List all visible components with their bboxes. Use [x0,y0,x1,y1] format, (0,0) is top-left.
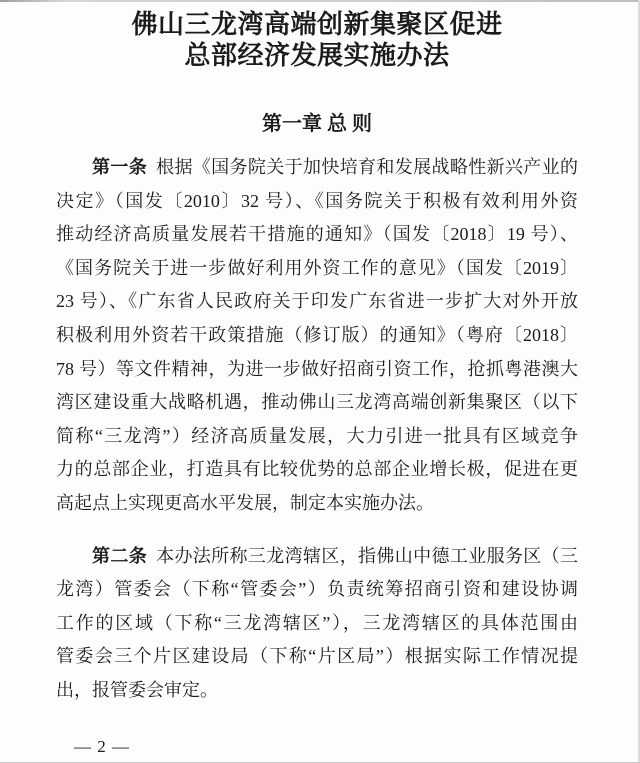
article-1-line: 78 号）等文件精神，为进一步做好招商引资工作，抢抓粤港澳大 [56,358,578,379]
document-title [56,9,578,71]
chapter-heading: 第一章 总 则 [262,113,372,135]
article-2-line: 工作的区域（下称“三龙湾辖区”），三龙湾辖区的具体范围由 [56,612,578,633]
article-1-line: 《国务院关于进一步做好利用外资工作的意见》（国发〔2019〕 [56,257,578,278]
article-1-line: 23 号）、《广东省人民政府关于印发广东省进一步扩大对外开放 [56,291,578,312]
scan-edge-top [0,0,640,2]
article-1-line: 力的总部企业，打造具有比较优势的总部企业增长极，促进在更 [56,459,578,480]
article-1-line [56,151,578,185]
article-2-label: 第二条 [92,545,148,566]
article-1-line: 推动经济高质量发展若干措施的通知》（国发〔2018〕19 号）、 [56,224,578,245]
article-2-line: 出，报管委会审定。 [56,679,218,700]
article-1-text: 根据《国务院关于加快培育和发展战略性新兴产业的 [156,157,579,177]
article-2-line: 龙湾）管委会（下称“管委会”）负责统筹招商引资和建设协调 [56,579,578,600]
page-number: — 2 — [74,737,130,756]
article-2-text: 本办法所称三龙湾辖区，指佛山中德工业服务区（三 [156,545,579,566]
article-1-line: 积极利用外资若干政策措施（修订版）的通知》（粤府〔2018〕 [56,324,578,345]
article-1 [56,151,578,521]
article-1-line: 决定》（国发〔2010〕32 号）、《国务院关于积极有效利用外资 [56,190,578,211]
article-1-line: 简称“三龙湾”）经济高质量发展，大力引进一批具有区域竞争 [56,425,578,446]
article-1-line: 湾区建设重大战略机遇，推动佛山三龙湾高端创新集聚区（以下 [56,392,578,413]
document-title-line1: 佛山三龙湾高端创新集聚区促进 [131,10,503,39]
article-2-line: 管委会三个片区建设局（下称“片区局”）根据实际工作情况提 [56,646,578,667]
document-title-line2: 总部经济发展实施办法 [184,41,450,70]
article-2-line [56,540,578,574]
article-1-label: 第一条 [92,157,148,177]
article-1-line: 高起点上实现更高水平发展，制定本实施办法。 [56,492,434,513]
article-2 [56,540,578,708]
